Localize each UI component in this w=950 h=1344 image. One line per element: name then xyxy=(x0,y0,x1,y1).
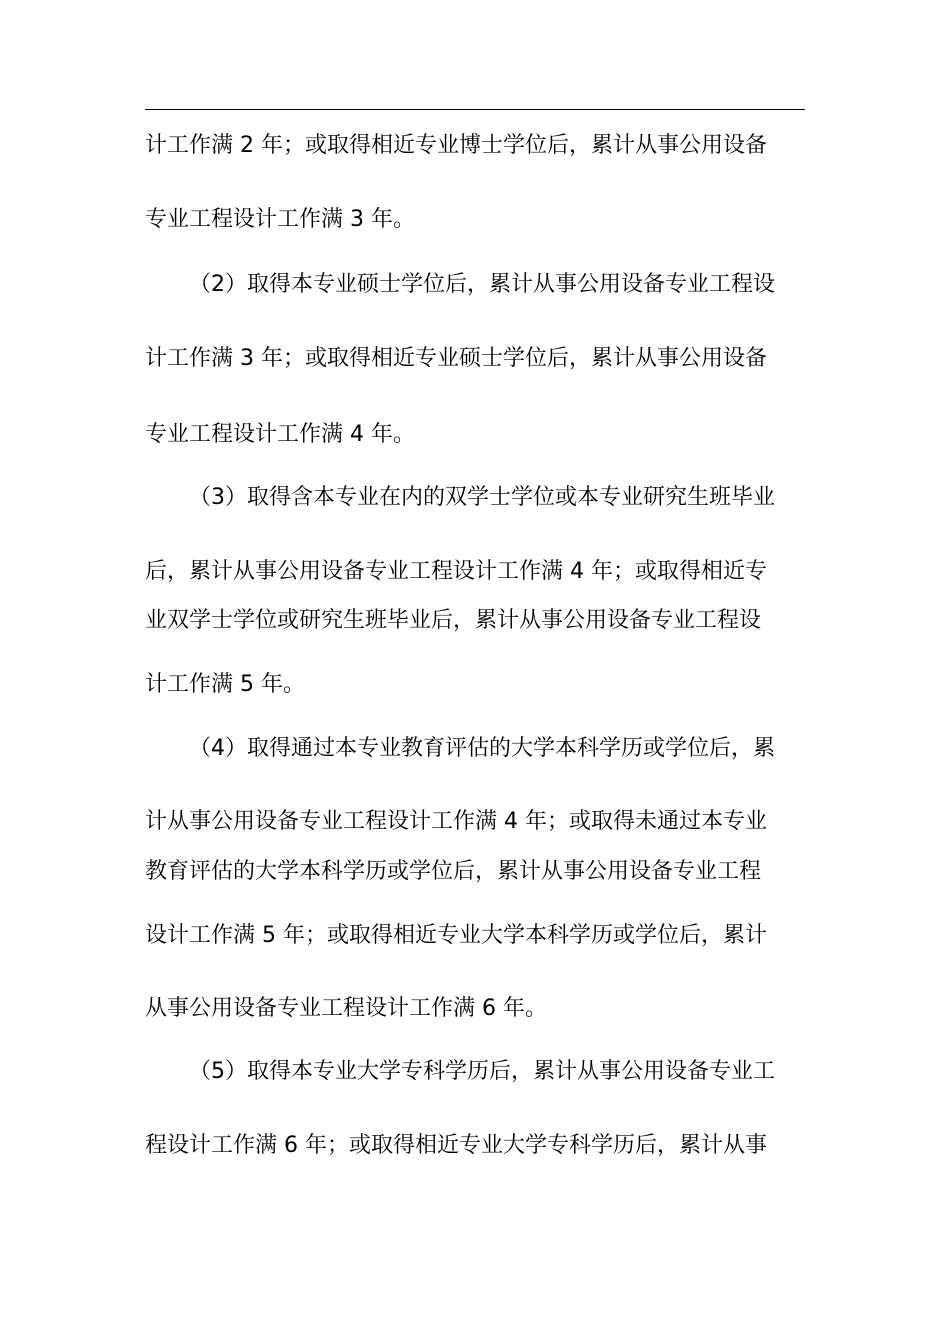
text-line: 计工作满 3 年；或取得相近专业硕士学位后，累计从事公用设备 xyxy=(145,346,767,371)
text-line: 教育评估的大学本科学历或学位后，累计从事公用设备专业工程 xyxy=(145,859,762,884)
text-line: 设计工作满 5 年；或取得相近专业大学本科学历或学位后，累计 xyxy=(145,923,767,948)
text-line: 程设计工作满 6 年；或取得相近专业大学专科学历后，累计从事 xyxy=(145,1133,767,1158)
text-line: 计工作满 2 年；或取得相近专业博士学位后，累计从事公用设备 xyxy=(145,133,767,158)
text-line: 计工作满 5 年。 xyxy=(145,672,305,697)
header-rule xyxy=(145,109,805,110)
text-line: 专业工程设计工作满 4 年。 xyxy=(145,422,415,447)
text-line: （3）取得含本专业在内的双学士学位或本专业研究生班毕业 xyxy=(189,485,775,510)
text-line: 后，累计从事公用设备专业工程设计工作满 4 年；或取得相近专 xyxy=(145,559,767,584)
text-line: （4）取得通过本专业教育评估的大学本科学历或学位后，累 xyxy=(189,736,775,761)
text-line: 从事公用设备专业工程设计工作满 6 年。 xyxy=(145,996,547,1021)
text-line: 业双学士学位或研究生班毕业后，累计从事公用设备专业工程设 xyxy=(145,608,762,633)
text-line: （5）取得本专业大学专科学历后，累计从事公用设备专业工 xyxy=(189,1059,775,1084)
text-line: （2）取得本专业硕士学位后，累计从事公用设备专业工程设 xyxy=(189,272,775,297)
text-line: 计从事公用设备专业工程设计工作满 4 年；或取得未通过本专业 xyxy=(145,809,767,834)
text-line: 专业工程设计工作满 3 年。 xyxy=(145,207,415,232)
